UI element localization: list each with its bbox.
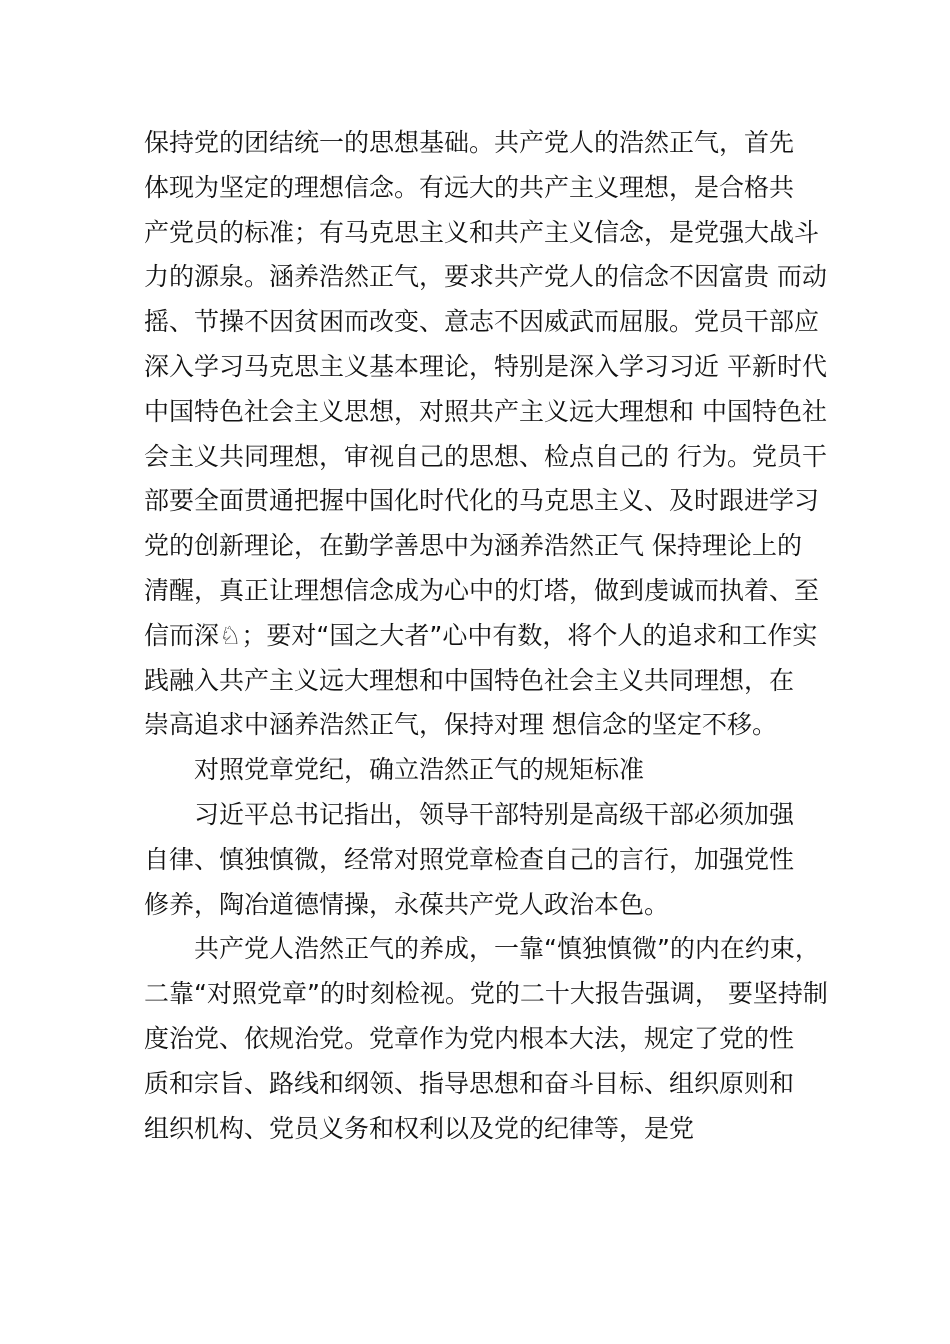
text-line: 力的源泉。涵养浩然正气，要求共产党人的信念不因富贵 而动 — [144, 262, 827, 292]
section-heading: 对照党章党纪，确立浩然正气的规矩标准 — [194, 755, 645, 785]
text-line: 体现为坚定的理想信念。有远大的共产主义理想，是合格共 — [144, 172, 795, 202]
text-line: 崇高追求中涵养浩然正气，保持对理 想信念的坚定不移。 — [144, 710, 777, 740]
text-line: 会主义共同理想，审视自己的思想、检点自己的 行为。党员干 — [144, 441, 827, 471]
text-line: 深入学习马克思主义基本理论，特别是深入学习习近 平新时代 — [144, 351, 827, 381]
text-line: 践融入共产主义远大理想和中国特色社会主义共同理想，在 — [144, 665, 795, 695]
text-line: 清醒，真正让理想信念成为心中的灯塔，做到虔诚而执着、至 — [144, 575, 820, 605]
text-line: 产党员的标准；有马克思主义和共产主义信念，是党强大战斗 — [144, 217, 820, 247]
text-line: 习近平总书记指出，领导干部特别是高级干部必须加强 — [194, 799, 795, 829]
body-text — [144, 121, 844, 1151]
text-line: 修养，陶冶道德情操，永葆共产党人政治本色。 — [144, 889, 670, 919]
text-line: 中国特色社会主义思想，对照共产主义远大理想和 中国特色社 — [144, 396, 827, 426]
text-line: 信而深♘；要对“国之大者”心中有数，将个人的追求和工作实 — [144, 620, 818, 650]
text-line: 二靠“对照党章”的时刻检视。党的二十大报告强调， 要坚持制 — [144, 979, 828, 1009]
text-line: 部要全面贯通把握中国化时代化的马克思主义、及时跟进学习 — [144, 486, 820, 516]
text-line: 保持党的团结统一的思想基础。共产党人的浩然正气，首先 — [144, 128, 795, 157]
text-line: 质和宗旨、路线和纲领、指导思想和奋斗目标、组织原则和 — [144, 1068, 795, 1098]
text-line: 组织机构、党员义务和权利以及党的纪律等，是党 — [144, 1113, 695, 1143]
text-line: 党的创新理论，在勤学善思中为涵养浩然正气 保持理论上的 — [144, 531, 802, 561]
text-line: 度治党、依规治党。党章作为党内根本大法，规定了党的性 — [144, 1023, 795, 1053]
text-line: 摇、节操不因贫困而改变、意志不因威武而屈服。党员干部应 — [144, 307, 820, 337]
text-line: 自律、慎独慎微，经常对照党章检查自己的言行，加强党性 — [144, 844, 795, 874]
text-line: 共产党人浩然正气的养成，一靠“慎独慎微”的内在约束， — [194, 934, 820, 964]
